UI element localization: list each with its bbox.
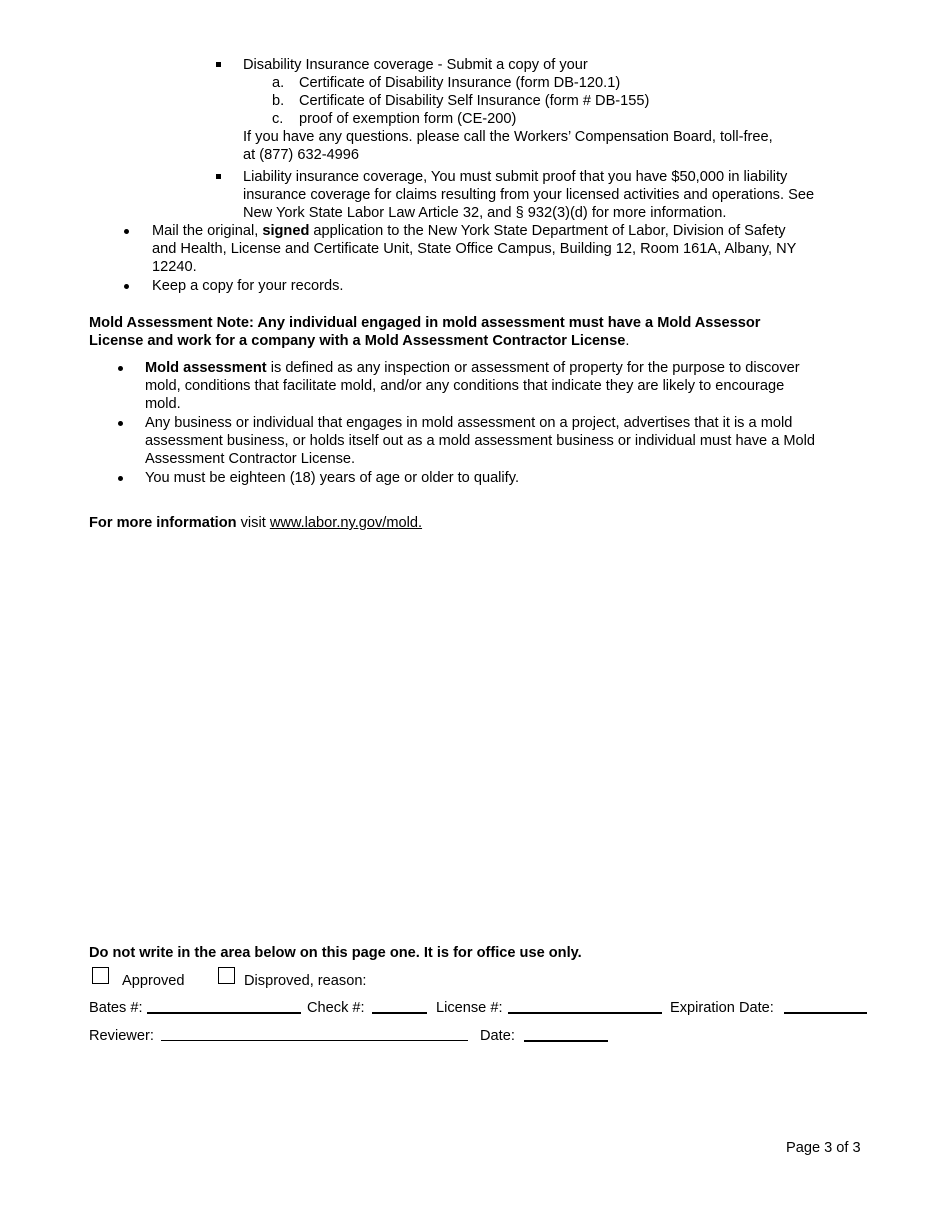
date-field[interactable] (524, 1040, 608, 1042)
mail-zip-line: 12240. (152, 259, 197, 275)
mold-website-link[interactable]: www.labor.ny.gov/mold. (269, 515, 423, 531)
mold-business-line: assessment business, or holds itself out as a mold assessment business or individual must have a Mold (145, 433, 816, 449)
mold-note-line: Mold Assessment Note: Any individual engaged in mold assessment must have a Mold Assessor (89, 315, 761, 331)
bullet-icon (118, 476, 123, 481)
list-letter: b. (272, 93, 285, 109)
expiration-label: Expiration Date: (670, 1000, 774, 1016)
more-info: For more information visit www.labor.ny.gov/mold. (89, 515, 423, 531)
mold-business-line: Assessment Contractor License. (145, 451, 356, 467)
approved-label: Approved (122, 973, 185, 989)
liability-line: insurance coverage for claims resulting from your licensed activities and operations. See (243, 187, 815, 203)
bullet-icon (124, 229, 129, 234)
disproved-checkbox[interactable] (218, 967, 235, 984)
date-label: Date: (480, 1028, 515, 1044)
questions-line: If you have any questions. please call the Workers’ Compensation Board, toll-free, (243, 129, 773, 145)
list-item: Certificate of Disability Insurance (form DB-120.1) (299, 75, 621, 91)
square-bullet-icon (216, 174, 221, 179)
liability-line: Liability insurance coverage, You must submit proof that you have $50,000 in liability (243, 169, 788, 185)
keep-copy-text: Keep a copy for your records. (152, 278, 344, 294)
approved-checkbox[interactable] (92, 967, 109, 984)
list-item: proof of exemption form (CE-200) (299, 111, 517, 127)
mold-definition: Mold assessment is defined as any inspection or assessment of property for the purpose to discover (145, 360, 800, 376)
age-requirement: You must be eighteen (18) years of age or older to qualify. (145, 470, 519, 486)
disability-intro: Disability Insurance coverage - Submit a copy of your (243, 57, 588, 73)
phone-line: at (877) 632-4996 (243, 147, 360, 163)
reviewer-label: Reviewer: (89, 1028, 154, 1044)
check-field[interactable] (372, 1012, 427, 1014)
license-field[interactable] (508, 1012, 662, 1014)
bates-field[interactable] (147, 1012, 301, 1014)
expiration-field[interactable] (784, 1012, 867, 1014)
liability-line: New York State Labor Law Article 32, and § 932(3)(d) for more information. (243, 205, 727, 221)
reviewer-field[interactable] (161, 1040, 468, 1041)
square-bullet-icon (216, 62, 221, 67)
bullet-icon (118, 366, 123, 371)
mold-definition-line: mold. (145, 396, 181, 412)
check-label: Check #: (307, 1000, 365, 1016)
mold-note-line: License and work for a company with a Mold Assessment Contractor License. (89, 333, 630, 349)
mold-business-line: Any business or individual that engages in mold assessment on a project, advertises that it is a mold (145, 415, 793, 431)
bullet-icon (118, 421, 123, 426)
page-number: Page 3 of 3 (786, 1140, 861, 1156)
bullet-icon (124, 284, 129, 289)
list-item: Certificate of Disability Self Insurance (form # DB-155) (299, 93, 650, 109)
list-letter: c. (272, 111, 284, 127)
bates-label: Bates #: (89, 1000, 143, 1016)
disproved-label: Disproved, reason: (244, 973, 367, 989)
mold-assessment-term: Mold assessment (145, 360, 267, 376)
mold-definition-line: mold, conditions that facilitate mold, and/or any conditions that indicate they are likely to encourage (145, 378, 785, 394)
mail-address-line: and Health, License and Certificate Unit, State Office Campus, Building 12, Room 161A, Albany, NY (152, 241, 797, 257)
list-letter: a. (272, 75, 285, 91)
license-label: License #: (436, 1000, 503, 1016)
office-use-heading: Do not write in the area below on this page one. It is for office use only. (89, 945, 582, 961)
signed-emphasis: signed (262, 223, 310, 239)
mail-instruction: Mail the original, signed application to the New York State Department of Labor, Division of Safety (152, 223, 786, 239)
